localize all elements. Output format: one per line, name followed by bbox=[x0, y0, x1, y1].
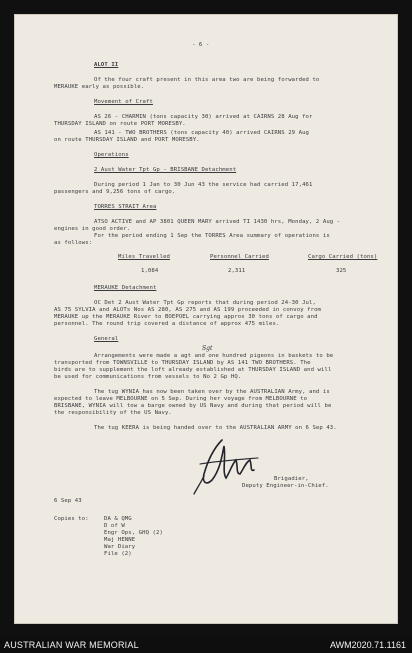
torres-heading: TORRES STRAIT Area bbox=[94, 204, 157, 210]
signature-title: Deputy Engineer-in-Chief. bbox=[242, 483, 329, 489]
torres-line: For the period ending 1 Sep the TORRES Area summary of operations is bbox=[94, 233, 330, 239]
general-line: transported from TOWNSVILLE to THURSDAY ISLAND by AS 141 TWO BROTHERS. The bbox=[54, 360, 311, 366]
alot-line: MERAUKE early as possible. bbox=[54, 84, 145, 90]
merauke-heading: MERAUKE Detachment bbox=[94, 285, 157, 291]
copies-item: DA & QMG bbox=[104, 516, 132, 522]
footer-institution: AUSTRALIAN WAR MEMORIAL bbox=[4, 640, 139, 650]
torres-line: as follows: bbox=[54, 240, 93, 246]
movement-line: AS 141 - TWO BROTHERS (tons capacity 40) arrived CAIRNS 29 Aug bbox=[94, 130, 309, 136]
merauke-line: OC Det 2 Aust Water Tpt Gp reports that during period 24-30 Jul, bbox=[94, 300, 316, 306]
page-number: - 6 - bbox=[192, 42, 210, 48]
brisbane-line: passengers and 9,256 tons of cargo. bbox=[54, 189, 176, 195]
handwritten-insert: Sgt bbox=[202, 345, 213, 352]
merauke-line: AS 75 SYLVIA and ALOTs Nos AS 280, AS 275 and AS 199 proceeded in convoy from bbox=[54, 307, 322, 313]
movement-heading: Movement of Craft bbox=[94, 99, 153, 105]
brisbane-line: During period 1 Jan to 30 Jun 43 the service had carried 17,461 bbox=[94, 182, 313, 188]
merauke-line: personnel. The round trip covered a distance of approx 475 miles. bbox=[54, 321, 280, 327]
torres-line: ATSO ACTIVE and AP 3801 QUEEN MARY arrived TI 1430 hrs, Monday, 2 Aug - bbox=[94, 219, 341, 225]
alot-heading: ALOT II bbox=[94, 62, 119, 68]
general-line: expected to leave MELBOURNE on 5 Sep. During her voyage from MELBOURNE to bbox=[54, 396, 308, 402]
copies-item: D of W bbox=[104, 523, 125, 529]
merauke-line: MERAUKE up the MERAUKE River to BOEPOEL carrying approx 30 tons of cargo and bbox=[54, 314, 318, 320]
document-page bbox=[14, 14, 398, 624]
copies-item: War Diary bbox=[104, 544, 136, 550]
table-value-cargo: 325 bbox=[336, 268, 347, 274]
table-header-miles: Miles Travelled bbox=[118, 254, 171, 260]
copies-label: Copies to: bbox=[54, 516, 89, 522]
footer-bar bbox=[0, 637, 412, 653]
copies-item: File (2) bbox=[104, 551, 132, 557]
general-line: birds are to supplement the loft already established at THURSDAY ISLAND and will bbox=[54, 367, 332, 373]
table-value-miles: 1,084 bbox=[141, 268, 159, 274]
alot-line: Of the four craft present in this area two are being forwarded to bbox=[94, 77, 320, 83]
table-header-personnel: Personnel Carried bbox=[210, 254, 269, 260]
brisbane-heading: 2 Aust Water Tpt Gp - BRISBANE Detachment bbox=[94, 167, 237, 173]
signature-title: Brigadier, bbox=[274, 476, 309, 482]
table-value-personnel: 2,311 bbox=[228, 268, 246, 274]
operations-heading: Operations bbox=[94, 152, 129, 158]
movement-line: on route THURSDAY ISLAND and PORT MORESBY. bbox=[54, 137, 200, 143]
copies-item: Engr Ops, GHQ (2) bbox=[104, 530, 163, 536]
table-header-cargo: Cargo Carried (tons) bbox=[308, 254, 378, 260]
copies-item: Maj HENNE bbox=[104, 537, 136, 543]
torres-line: engines in good order. bbox=[54, 226, 131, 232]
general-line: The tug WYNIA has now been taken over by the AUSTRALIAN Army, and is bbox=[94, 389, 330, 395]
footer-accession-number: AWM2020.71.1161 bbox=[329, 640, 406, 650]
general-line: the responsibility of the US Navy. bbox=[54, 410, 172, 416]
general-line: BRISBANE, WYNIA will tow a barge owned by US Navy and during that period will be bbox=[54, 403, 332, 409]
general-line: Arrangements were made a agt and one hundred pigeons in baskets to be bbox=[94, 353, 334, 359]
general-line: The tug KEERA is being handed over to the AUSTRALIAN ARMY on 6 Sep 43. bbox=[94, 425, 337, 431]
movement-line: THURSDAY ISLAND on route PORT MORESBY. bbox=[54, 121, 186, 127]
general-line: be used for communications from vessels to No 2 Gp HQ. bbox=[54, 374, 242, 380]
document-date: 6 Sep 43 bbox=[54, 498, 82, 504]
general-heading: General bbox=[94, 336, 119, 342]
movement-line: AS 26 - CHARMIN (tons capacity 30) arrived at CAIRNS 28 Aug for bbox=[94, 114, 313, 120]
